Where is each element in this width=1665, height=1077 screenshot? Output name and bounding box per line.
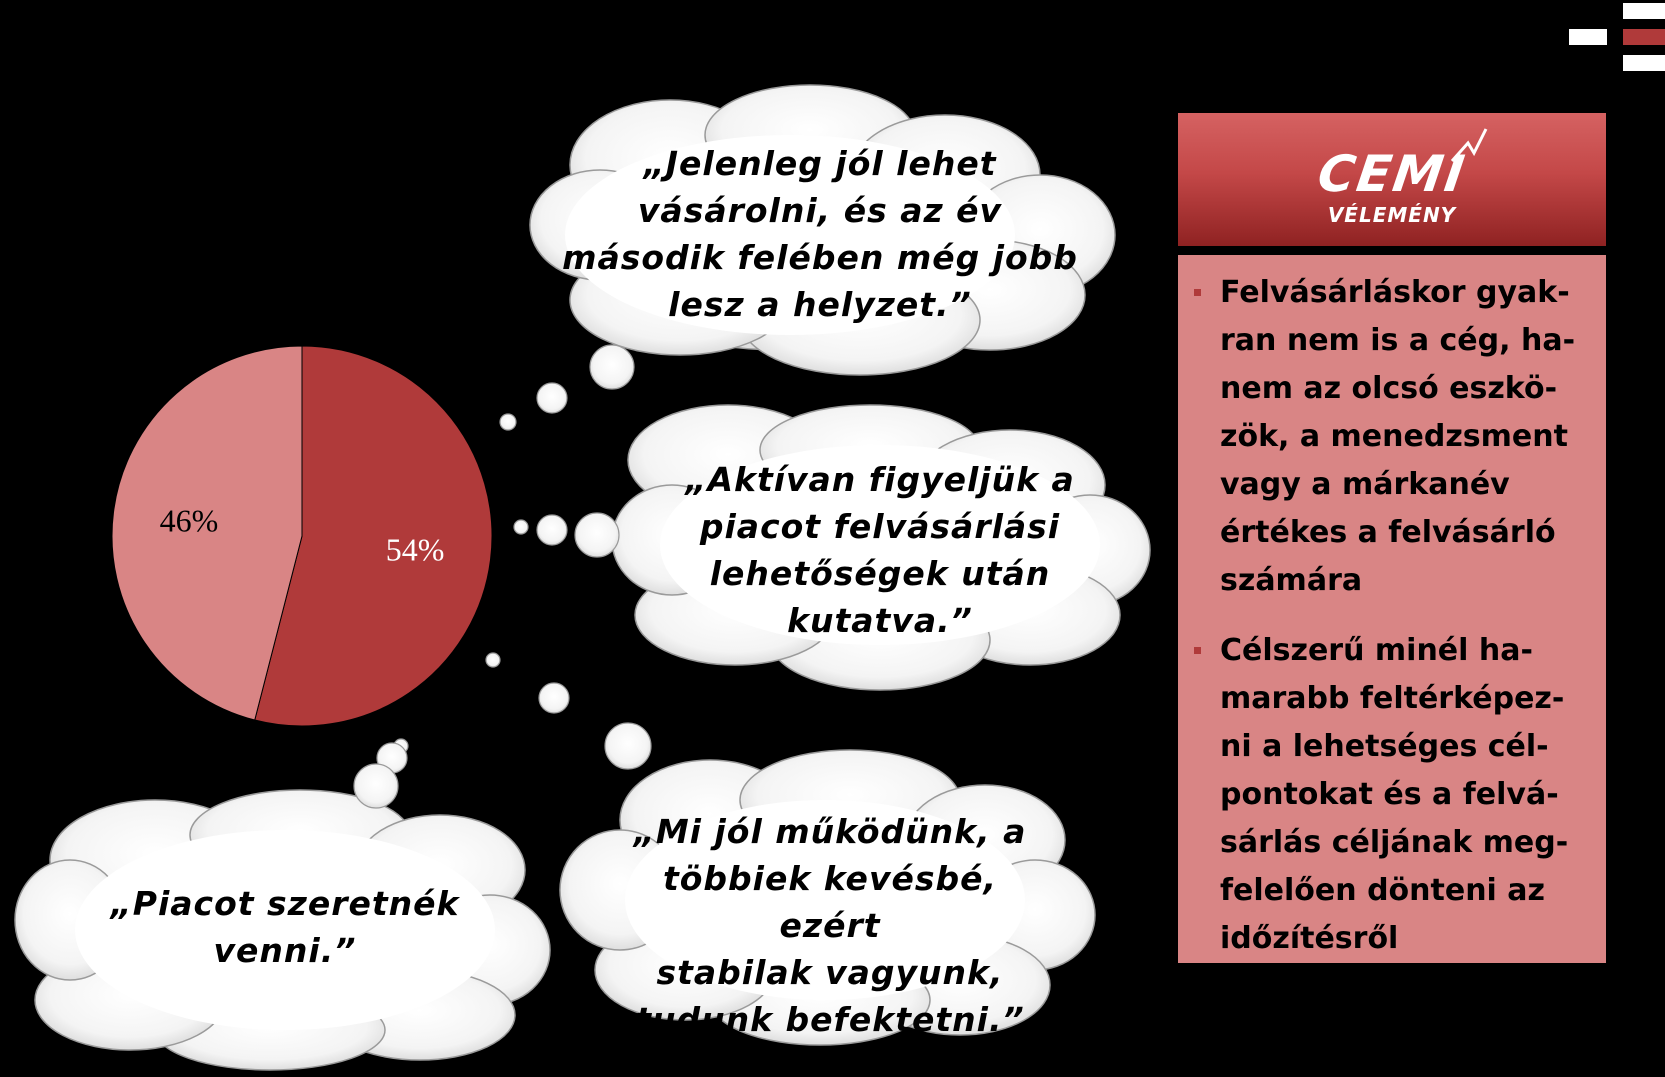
pie-label-0: 54% (385, 531, 445, 568)
opinion-body (1178, 255, 1606, 963)
opinion-bullet-text: Célszerű minél ha- marabb feltérképez- ni a lehetséges cél- pontokat és a felvá- sárlás céljának meg- felelően dönteni az időzítésről (1220, 633, 1569, 956)
cloud-middle-quote: „Aktívan figyeljük a piacot felvásárlási lehetőségek után kutatva.” (685, 460, 1075, 640)
cloud-top-quote: „Jelenleg jól lehet vásárolni, és az év második felében még jobb lesz a helyzet.” (562, 144, 1078, 324)
logo-header (1178, 113, 1606, 246)
logo-subtitle: VÉLEMÉNY (1327, 203, 1457, 227)
bullet-square-icon (1194, 289, 1201, 296)
logo-brand: CEMI (1314, 145, 1470, 203)
cloud-bottom-left-quote: „Piacot szeretnék venni.” (110, 884, 460, 970)
pie-label-1: 46% (159, 502, 219, 539)
cloud-bottom-right-quote: „Mi jól működünk, a többiek kevésbé, ezért stabilak vagyunk, tudunk befektetni.” (633, 812, 1027, 1039)
bullet-square-icon (1194, 647, 1201, 654)
opinion-panel (1178, 113, 1606, 963)
opinion-bullet-text: Felvásárláskor gyak- ran nem is a cég, ha- nem az olcsó eszkö- zök, a menedzsment vagy a márkanév értékes a felvásárló számára (1220, 275, 1576, 598)
